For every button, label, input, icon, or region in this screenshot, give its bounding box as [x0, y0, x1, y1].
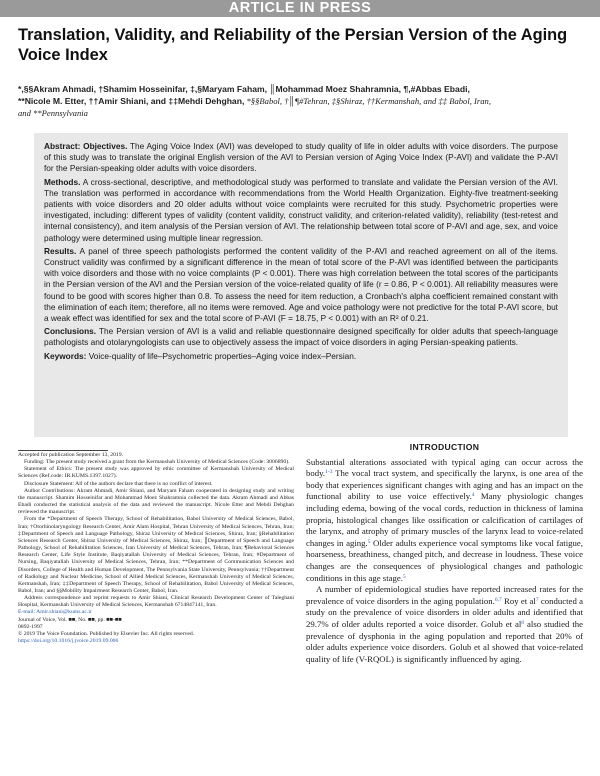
- note-ethics: Statement of Ethics: The present study was approved by ethic committee of Kermanshah University of Medical Sciences (Ref.code: IR.KUMS.1397.1027).: [18, 466, 294, 480]
- note-disclosure: Disclosure Statement: All of the authors declare that there is no conflict of interest.: [24, 480, 213, 487]
- introduction-section: [306, 442, 583, 665]
- author-affiliations-1: *§§Babol, †║¶#Tehran, ‡§Shiraz, ††Kermanshah, and ‡‡ Babol, Iran,: [244, 96, 491, 107]
- conclusions-label: Conclusions.: [44, 326, 97, 337]
- conclusions-text: The Persian version of AVI is a valid and reliable questionnaire designed specifically for older adults that speech-language pathologists and otolaryngologists can use to objectively assess the impact of voice disorders in aging Persian-speaking patients.: [44, 326, 558, 348]
- citation-ref[interactable]: 5: [367, 538, 371, 545]
- objectives-text: The Aging Voice Index (AVI) was developed to study quality of life in older adults with voice disorders. The purpose of this study was to translate the original English version of the AVI to Persian version of Aging Voice Index (P-AVI) and validate the P-AVI for the Persian-speaking older adults with voice disorders.: [44, 141, 559, 174]
- author-line-3: [18, 107, 583, 119]
- note-journal: Journal of Voice, Vol. ■■, No. ■■, pp. ■■-■■: [18, 616, 122, 623]
- intro-p2-part-b: Roy et al: [501, 595, 536, 606]
- note-correspondence: Address correspondence and reprint requests to Amir Shiani, Clinical Research Development Center of Taleghani Hospital, Kermanshah University of Medical Sciences, Kermanshah 6714847141, Iran.: [18, 595, 294, 609]
- intro-p1-part-a: Substantial alterations associated with typical aging can occur across the body.: [306, 456, 583, 479]
- author-affiliations-2: and **Pennsylvania: [18, 108, 88, 119]
- methods-label: Methods.: [44, 176, 81, 187]
- note-contributions: Author Contributions: Akram Ahmadi, Amir Shiani, and Maryam Faham cooperated in designing study and writing the manuscript. Shamim Hosseinifar and Mohammad Moez Shahramnia collected the data. Akram Ahmadi and Abbas Ebadi conducted the statistical analysis of the data and reviewed the manuscript. Nicole Etter and Mehdi Dehghan reviewed the manuscript.: [18, 487, 294, 516]
- note-issn: 0892-1997: [18, 623, 43, 630]
- note-affiliations: From the *Department of Speech Therapy, School of Rehabilitation, Babol University of Medical Sciences, Babol, Iran; †Otorhinolaryngology Research Center, Amir Alam Hospital, Tehran University of Medical Sciences, Tehran, Iran; ‡Department of Speech and Language Pathology, Shiraz University of Medical Sciences, Shiraz, Iran; §Rehabilitation Sciences Research Center, Shiraz University of Medical Sciences, Shiraz, Iran; ║Department of Speech and Language Pathology, School of Rehabilitation Sciences, Iran University of Medical Sciences, Tehran, Iran; ¶Behavioral Sciences Research Center, Life Style Institute, Baqiyatallah University of Medical Sciences, Tehran, Iran; #Department of Nursing, Baqiyatallah University of Medical Sciences, Tehran, Iran; **Department of Communication Sciences and Disorders, College of Health and Human Development, The Pennsylvania State University, Pennsylvania; ††Department of Radiology and Nuclear Medicine, School of Allied Medical Sciences, Kermanshah University of Medical Sciences, Kermanshah, Iran; ‡‡Department of Speech Therapy, School of Rehabilitation, Babol University of Medical Sciences, Babol, Iran; and §§Mobility Impairment Research Center, Babol, Iran.: [18, 516, 294, 594]
- author-names-1: *,§§Akram Ahmadi, †Shamim Hosseinifar, ‡,§Maryam Faham, ║Mohammad Moez Shahramnia, ¶,#Abbas Ebadi,: [18, 84, 470, 94]
- footnote-rule: [18, 450, 108, 451]
- doi-link[interactable]: https://doi.org/10.1016/j.jvoice.2019.09.006: [18, 638, 119, 645]
- citation-ref[interactable]: 5: [402, 573, 406, 580]
- keywords-text: Voice-quality of life–Psychometric properties–Aging voice index–Persian.: [86, 350, 357, 361]
- note-doi[interactable]: [18, 638, 294, 645]
- abstract-objectives: [44, 141, 558, 175]
- introduction-heading: INTRODUCTION: [409, 442, 480, 452]
- note-accepted: Accepted for publication September 13, 2019.: [18, 452, 124, 458]
- citation-ref[interactable]: 7: [535, 596, 539, 603]
- intro-p1-part-b: The vocal tract system, and specifically the larynx, is one area of the body that experiences significant changes with aging and has an impact on the functional ability to use voice effectively.: [306, 468, 583, 502]
- methods-text: A cross-sectional, descriptive, and methodological study was performed to translate and validate the Persian version of the AVI. The translation was performed in accordance with recommendations from the World Health Organization. Eighty-five treatment-seeking patients with voice disorders and 20 older adults without voice complaints were recruited for this study. Psychometric properties were investigated, including: different types of validity (content validity, construct validity, and criterion-related validity), reliability (test-retest and internal consistency), and item analysis of the Persian version of AVI. The relationship between total score of P-AVI and age, sex, and voice pathology were determined using multiple linear regression.: [44, 176, 558, 243]
- article-title: Translation, Validity, and Reliability of the Persian Version of the Aging Voice Index: [18, 26, 568, 64]
- intro-p1-part-c: Many physiologic changes including edema, bowing of the vocal cords, reduction in thickness of lamina propria, histological changes like ossification or calcification of cartilages of the larynx, and atrophy of primary muscles of the larynx lead to voice-related changes in aging.: [306, 491, 583, 548]
- author-line-1: [18, 83, 583, 95]
- note-copyright: © 2019 The Voice Foundation. Published by Elsevier Inc. All rights reserved.: [18, 630, 195, 637]
- citation-ref[interactable]: 8: [521, 619, 525, 626]
- citation-ref[interactable]: 6,7: [494, 596, 502, 603]
- abstract-methods: [44, 177, 558, 244]
- intro-paragraph-1: [306, 457, 583, 585]
- note-funding: Funding: The present study received a grant from the Kermanshah University of Medical Sciences (Code: 3006890).: [24, 459, 290, 466]
- intro-p2-part-d: also studied the prevalence of dysphonia in the aging population and reported that 20% of older adults experience voice disorders. Golub et al showed that voice-related quality of life (V-RQOL) is significantly influenced by aging.: [306, 618, 584, 664]
- abstract-keywords: [44, 351, 558, 362]
- citation-ref[interactable]: 1-3: [325, 469, 333, 476]
- keywords-label: Keywords:: [44, 350, 87, 361]
- abstract-results: [44, 246, 558, 324]
- article-in-press-banner: ARTICLE IN PRESS: [0, 0, 600, 17]
- abstract-conclusions: [44, 326, 558, 348]
- note-email[interactable]: [18, 609, 294, 616]
- citation-ref[interactable]: 4: [471, 492, 475, 499]
- intro-p1-part-d: Older adults experience vocal symptoms like vocal fatigue, hoarseness, breathiness, changed pitch, and decrease in loudness. These voice changes are the consequences of physiological changes and pathologic conditions in this age stage.: [306, 537, 583, 583]
- results-label: Results.: [44, 245, 77, 256]
- intro-p2-part-a: A number of epidemiological studies have reported increased rates for the prevalence of voice disorders in the aging population.: [306, 584, 583, 606]
- intro-paragraph-2: [306, 584, 583, 665]
- author-list: [18, 83, 583, 120]
- intro-p2-part-c: conducted a study on the prevalence of voice disorders in older adults and identified that 29.7% of older adults reported a voice disorder. Golub et al: [306, 595, 583, 629]
- results-text: A panel of three speech pathologists performed the content validity of the P-AVI and reached agreement on all of the items. Construct validity was confirmed by a significant difference in the mean of total score of the P-AVI was identified between the participants with voice disorders and those with no voice complaints (P < 0.001). There was high correlation between the total scores of the participants in the Persian version of the AVI and the Persian version of the voice-related quality of life (r = 0.86, P < 0.001). All reliability measures were found to be good with scores higher than 0.8. To assess the need for item reduction, a Cronbach's alpha coefficient remained constant with the elimination of each item; therefore, all no items were removed. Age and voice pathology were not predictive for the total P-AVI score, but a weak effect was identified for sex and the total score of P-AVI (F = 18.75, P < 0.001) with an R² of 0.21.: [44, 245, 558, 324]
- author-line-2: [18, 95, 583, 107]
- article-notes: [18, 452, 294, 645]
- email-link[interactable]: E-mail: Amir.shiani@kums.ac.ir: [18, 609, 92, 616]
- abstract-box: [34, 133, 568, 437]
- author-names-2: **Nicole M. Etter, ††Amir Shiani, and ‡‡Mehdi Dehghan,: [18, 96, 245, 107]
- objectives-label: Abstract: Objectives.: [44, 141, 128, 151]
